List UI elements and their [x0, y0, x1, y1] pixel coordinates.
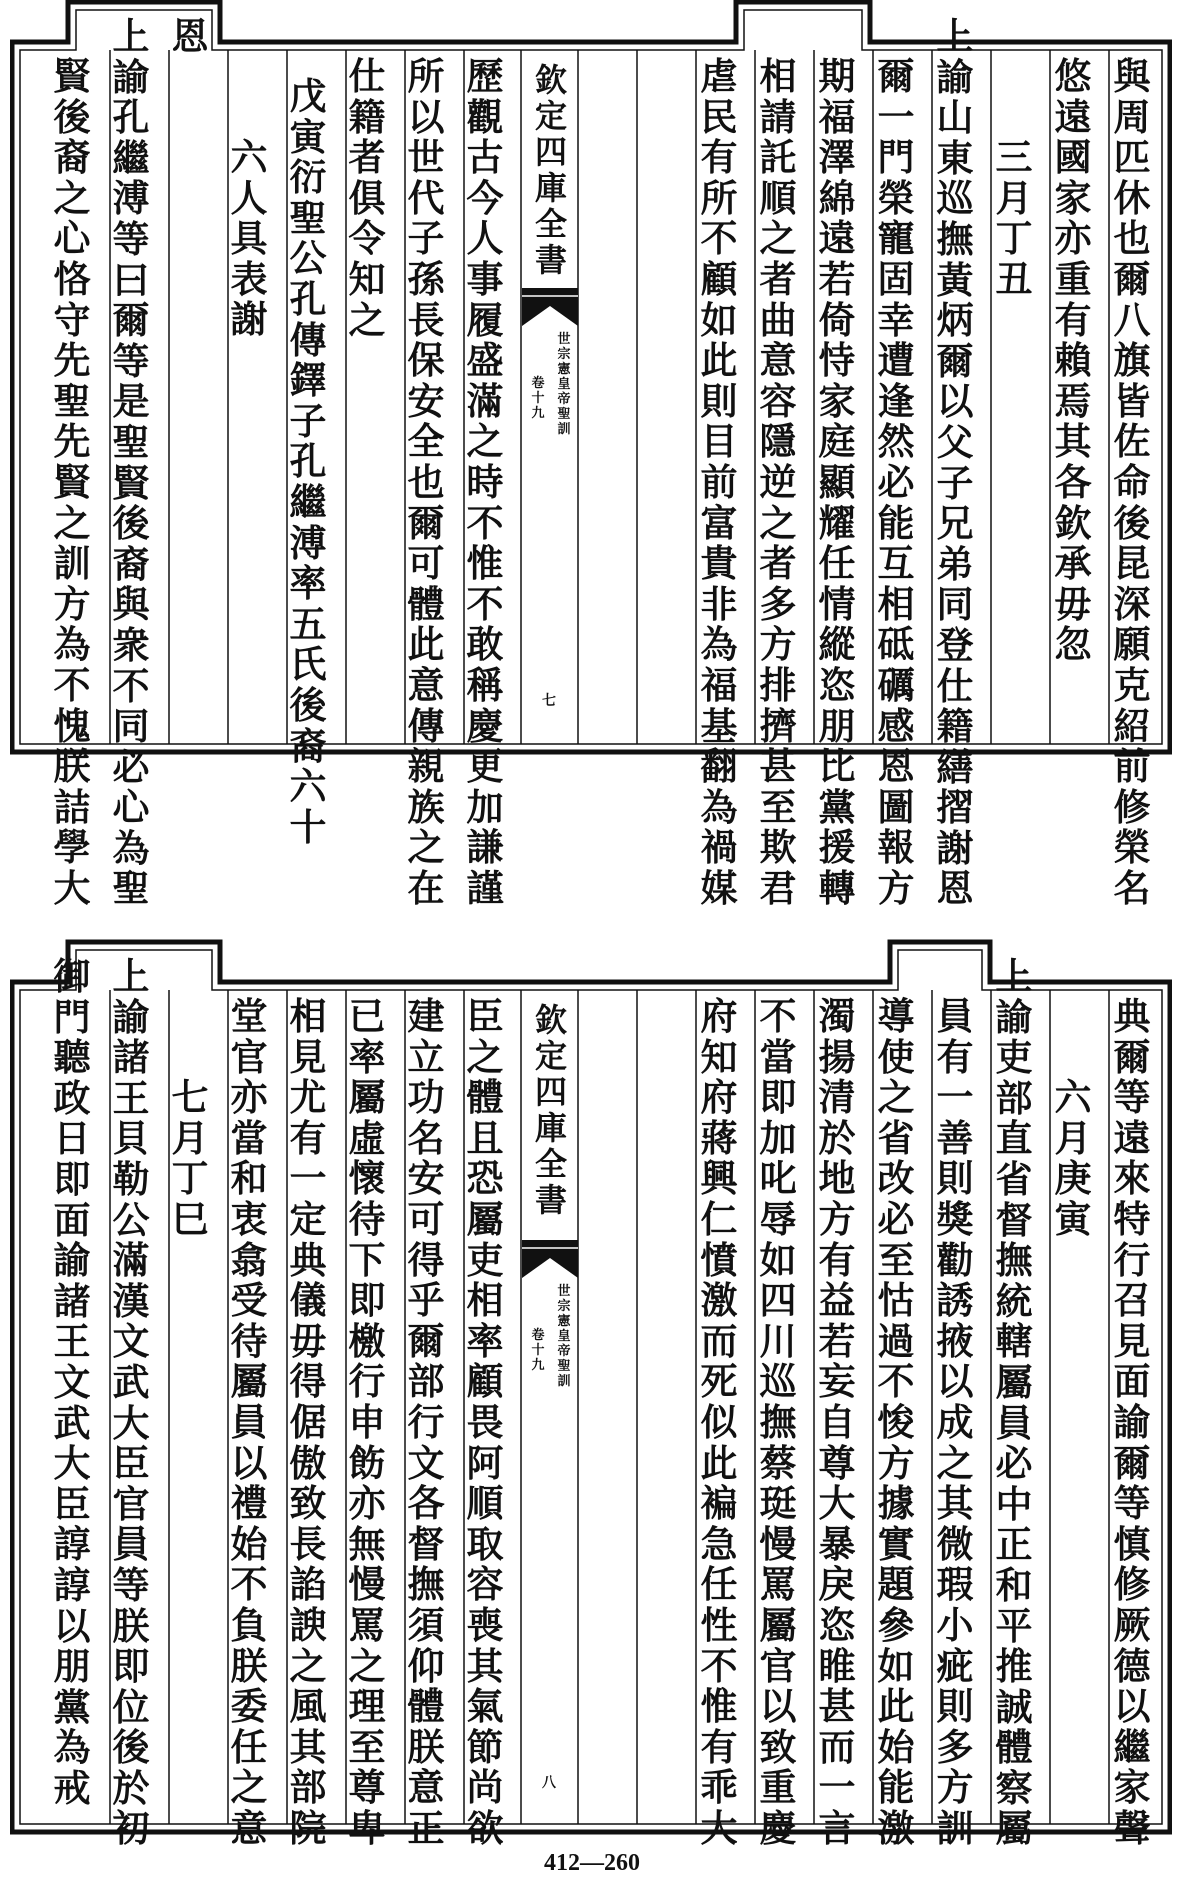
upper-center-title: 欽 定 四 庫 全 書	[534, 61, 567, 279]
text-column: 濁 揚 清 於 地 方 有 益 若 妄 自 尊 大 暴 戾 恣 睢 甚 而 一 言	[818, 994, 856, 1850]
upper-center-sub-1: 世 宗 憲 皇 帝 聖 訓	[557, 332, 571, 437]
upper-center-sub-2: 卷 十 九	[531, 376, 545, 421]
text-column: 上 諭 孔 繼 溥 等 曰 爾 等 是 聖 賢 後 裔 與 衆 不 同 必 心 為 聖	[112, 14, 150, 911]
text-column: 期 福 澤 綿 遠 若 倚 恃 家 庭 顯 耀 任 情 縱 恣 朋 比 黨 援 轉	[818, 54, 856, 910]
lower-page	[10, 910, 1172, 1851]
upper-page-frame	[10, 0, 1172, 760]
text-column: 恩	[171, 14, 209, 58]
footer-page-number: 412—260	[544, 1850, 640, 1876]
text-column: 虐 民 有 所 不 顧 如 此 則 目 前 富 貴 非 為 福 基 翻 為 禍 媒	[700, 54, 738, 910]
text-column: 爾 一 門 榮 寵 固 幸 遭 逢 然 必 能 互 相 砥 礪 感 恩 圖 報 方	[877, 54, 915, 910]
text-column: 相 請 託 順 之 者 曲 意 容 隱 逆 之 者 多 方 排 擠 甚 至 欺 君	[759, 54, 797, 910]
text-column: 上 諭 吏 部 直 省 督 撫 統 轄 屬 員 必 中 正 和 平 推 誠 體 察 屬	[995, 954, 1033, 1851]
text-column: 悠 遠 國 家 亦 重 有 賴 焉 其 各 欽 承 毋 忽	[1054, 54, 1092, 667]
upper-page	[10, 0, 1172, 911]
text-column: 與 周 匹 休 也 爾 八 旗 皆 佐 命 後 昆 深 願 克 紹 前 修 榮 名	[1113, 54, 1151, 910]
text-column: 賢 後 裔 之 心 恪 守 先 聖 先 賢 之 訓 方 為 不 愧 朕 詰 學 大	[53, 54, 91, 910]
text-column: 七 月 丁 巳	[171, 1075, 209, 1241]
text-column: 戊 寅 衍 聖 公 孔 傳 鐸 子 孔 繼 溥 率 五 氏 後 裔 六 十	[289, 74, 327, 849]
text-column: 府 知 府 蔣 興 仁 憤 激 而 死 似 此 褊 急 任 性 不 惟 有 乖 大	[700, 994, 738, 1850]
fishtail-mark	[522, 1240, 578, 1278]
lower-center-sub-1: 世 宗 憲 皇 帝 聖 訓	[557, 1284, 571, 1389]
text-column: 堂 官 亦 當 和 衷 翕 受 待 屬 員 以 禮 始 不 負 朕 委 任 之 意	[230, 994, 268, 1850]
text-column: 導 使 之 省 改 必 至 怙 過 不 悛 方 據 實 題 參 如 此 始 能 激	[877, 994, 915, 1850]
text-column: 典 爾 等 遠 來 特 行 召 見 面 諭 爾 等 慎 修 厥 德 以 繼 家 聲	[1113, 994, 1151, 1850]
text-column: 仕 籍 者 俱 令 知 之	[348, 54, 386, 342]
text-column: 上 諭 山 東 巡 撫 黃 炳 爾 以 父 子 兄 弟 同 登 仕 籍 繕 摺 謝 恩	[936, 14, 974, 911]
lower-folio: 八	[542, 1775, 556, 1791]
text-column: 六 人 具 表 謝	[230, 135, 268, 342]
text-column: 員 有 一 善 則 獎 勸 誘 掖 以 成 之 其 微 瑕 小 疵 則 多 方 訓	[936, 994, 974, 1850]
text-column: 建 立 功 名 安 可 得 乎 爾 部 行 文 各 督 撫 須 仰 體 朕 意 正	[407, 994, 445, 1850]
text-column: 所 以 世 代 子 孫 長 保 安 全 也 爾 可 體 此 意 傳 親 族 之 在	[407, 54, 445, 910]
text-column: 六 月 庚 寅	[1054, 1075, 1092, 1241]
lower-center-sub-2: 卷 十 九	[531, 1328, 545, 1373]
upper-folio: 七	[542, 693, 556, 709]
text-column: 御 門 聽 政 日 即 面 諭 諸 王 文 武 大 臣 諄 諄 以 朋 黨 為 戒	[53, 954, 91, 1810]
text-column: 臣 之 體 且 恐 屬 吏 相 率 顧 畏 阿 順 取 容 喪 其 氣 節 尚 欲	[466, 994, 504, 1850]
text-column: 三 月 丁 丑	[995, 135, 1033, 301]
fishtail-mark	[522, 288, 578, 326]
text-column: 已 率 屬 虛 懷 待 下 即 檄 行 申 飭 亦 無 慢 罵 之 理 至 尊 卑	[348, 994, 386, 1850]
text-column: 上 諭 諸 王 貝 勒 公 滿 漢 文 武 大 臣 官 員 等 朕 即 位 後 於 初	[112, 954, 150, 1851]
text-column: 相 見 尤 有 一 定 典 儀 毋 得 倨 傲 致 長 諂 諛 之 風 其 部 院	[289, 994, 327, 1850]
lower-center-title: 欽 定 四 庫 全 書	[534, 1001, 567, 1219]
text-column: 不 當 即 加 叱 辱 如 四 川 巡 撫 蔡 珽 慢 罵 屬 官 以 致 重 慶	[759, 994, 797, 1850]
text-column: 歷 觀 古 今 人 事 履 盛 滿 之 時 不 惟 不 敢 稱 慶 更 加 謙 謹	[466, 54, 504, 910]
